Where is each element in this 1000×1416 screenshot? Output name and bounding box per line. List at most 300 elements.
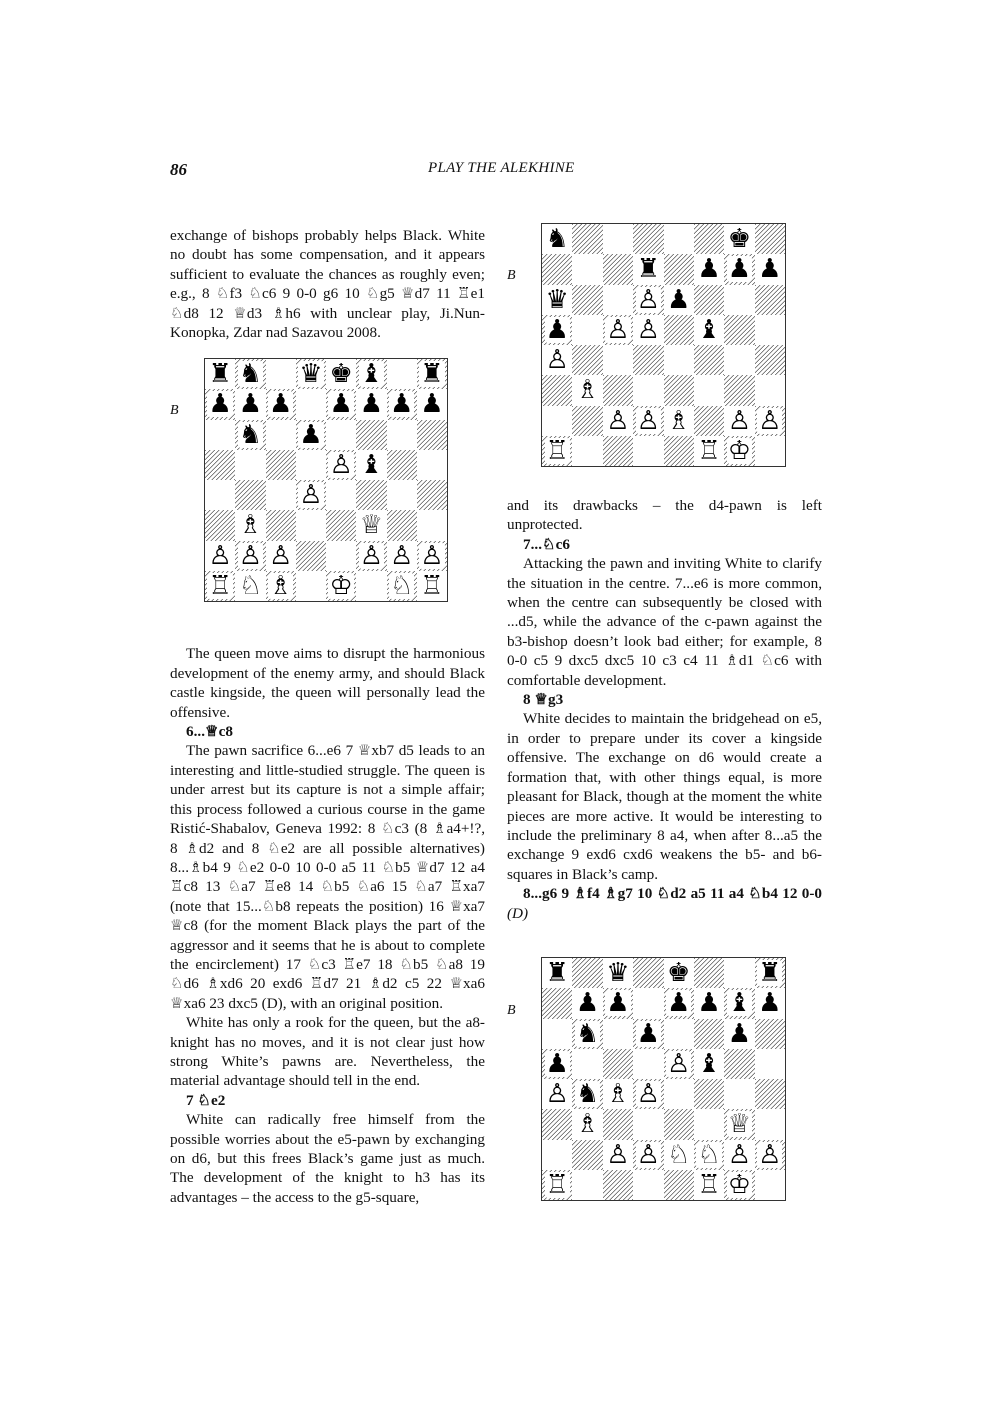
square-h7: [755, 988, 785, 1018]
square-e8: [664, 958, 694, 988]
square-b1: [572, 1170, 602, 1200]
square-d2: [633, 406, 663, 436]
square-h4: [755, 1079, 785, 1109]
square-g8: [387, 359, 417, 389]
square-a4: [542, 1079, 572, 1109]
white-pawn-icon: ♙: [299, 480, 323, 511]
black-bishop-icon: ♝: [359, 449, 384, 480]
square-f6: [694, 1019, 724, 1049]
square-g5: [724, 1049, 754, 1079]
square-a8: [205, 359, 235, 389]
square-a5: [542, 315, 572, 345]
square-b3: [572, 375, 602, 405]
paragraph: and its drawbacks – the d4-pawn is left unprotected.: [507, 497, 822, 534]
black-knight-icon: ♞: [238, 419, 263, 450]
square-c8: [603, 224, 633, 254]
square-g8: [724, 958, 754, 988]
square-c1: [603, 1170, 633, 1200]
square-f2: [356, 541, 386, 571]
chess-diagram: [204, 358, 448, 602]
paragraph: White decides to maintain the bridgehead on e5, in order to prepare under its cover a kingside offensive. The exchange on d6 would create a formation that, with other things equal, is more pleasant for Black, though at the moment the white pieces are more active. It would be interesting to include the preliminary 8 a4, when after 8...a5 the exchange 9 exd6 cxd6 weakens the b5- and b6-squares in Black’s camp.: [507, 710, 822, 883]
square-e6: [664, 1019, 694, 1049]
square-e2: [326, 541, 356, 571]
square-d4: [633, 345, 663, 375]
square-f1: [356, 571, 386, 601]
square-c1: [603, 436, 633, 466]
square-b5: [235, 450, 265, 480]
square-f4: [694, 345, 724, 375]
square-d7: [633, 988, 663, 1018]
white-pawn-icon: ♙: [268, 540, 293, 571]
white-bishop-icon: ♗: [268, 570, 293, 601]
black-pawn-icon: ♟: [545, 1048, 569, 1079]
square-g2: [724, 1140, 754, 1170]
square-f1: [694, 436, 724, 466]
square-g7: [387, 389, 417, 419]
square-c4: [603, 345, 633, 375]
square-c4: [603, 1079, 633, 1109]
square-e2: [664, 1140, 694, 1170]
move-heading: [507, 884, 822, 923]
white-pawn-icon: ♙: [758, 1139, 782, 1170]
square-e3: [664, 375, 694, 405]
square-c6: [603, 285, 633, 315]
black-pawn-icon: ♟: [545, 314, 569, 345]
move-heading: 8 ♕g3: [523, 691, 564, 709]
square-a1: [205, 571, 235, 601]
square-h7: [417, 389, 447, 419]
white-queen-icon: ♕: [359, 510, 384, 541]
square-c8: [603, 958, 633, 988]
square-a1: [542, 1170, 572, 1200]
square-h8: [417, 359, 447, 389]
square-h1: [755, 1170, 785, 1200]
square-f6: [694, 285, 724, 315]
paragraph: White has only a rook for the queen, but the a8-knight has no moves, and it is not clear just how strong White’s pawns are. Nevertheless, the material advantage should tell in the end.: [170, 1014, 485, 1090]
black-pawn-icon: ♟: [636, 1018, 660, 1049]
square-e4: [664, 1079, 694, 1109]
square-a7: [542, 254, 572, 284]
square-a3: [542, 375, 572, 405]
square-f4: [694, 1079, 724, 1109]
square-b5: [572, 315, 602, 345]
square-f5: [356, 450, 386, 480]
black-pawn-icon: ♟: [727, 1018, 752, 1049]
square-h1: [755, 436, 785, 466]
square-d6: [633, 285, 663, 315]
white-pawn-icon: ♙: [420, 540, 444, 571]
square-e5: [664, 315, 694, 345]
square-b4: [572, 345, 602, 375]
black-queen-icon: ♛: [606, 958, 630, 989]
white-rook-icon: ♖: [545, 1169, 569, 1200]
white-rook-icon: ♖: [697, 435, 721, 466]
running-title: PLAY THE ALEKHINE: [428, 160, 575, 176]
square-h2: [417, 541, 447, 571]
black-king-icon: ♚: [667, 958, 691, 989]
black-pawn-icon: ♟: [606, 988, 630, 1019]
white-knight-icon: ♘: [238, 570, 263, 601]
square-h1: [417, 571, 447, 601]
square-e1: [326, 571, 356, 601]
square-b8: [572, 958, 602, 988]
square-a3: [205, 510, 235, 540]
black-pawn-icon: ♟: [727, 254, 752, 285]
white-rook-icon: ♖: [420, 570, 444, 601]
square-h8: [755, 224, 785, 254]
square-e4: [326, 480, 356, 510]
white-bishop-icon: ♗: [575, 375, 600, 406]
black-rook-icon: ♜: [420, 359, 444, 390]
square-a8: [542, 224, 572, 254]
square-g7: [724, 988, 754, 1018]
square-h4: [417, 480, 447, 510]
square-e5: [664, 1049, 694, 1079]
square-d7: [633, 254, 663, 284]
square-f3: [694, 375, 724, 405]
square-g6: [387, 420, 417, 450]
square-c3: [266, 510, 296, 540]
square-d4: [633, 1079, 663, 1109]
square-h3: [417, 510, 447, 540]
black-pawn-icon: ♟: [758, 254, 782, 285]
square-a3: [542, 1109, 572, 1139]
paragraph: The queen move aims to disrupt the harmonious development of the enemy army, and should Black castle kingside, the queen will personally lead the offensive.: [170, 645, 485, 721]
square-c8: [266, 359, 296, 389]
white-king-icon: ♔: [329, 570, 353, 601]
white-pawn-icon: ♙: [636, 1139, 660, 1170]
square-c5: [266, 450, 296, 480]
page-number: 86: [170, 160, 187, 179]
white-knight-icon: ♘: [667, 1139, 691, 1170]
square-b2: [572, 1140, 602, 1170]
square-h2: [755, 1140, 785, 1170]
white-pawn-icon: ♙: [667, 1048, 691, 1079]
square-a6: [542, 285, 572, 315]
white-pawn-icon: ♙: [359, 540, 384, 571]
black-pawn-icon: ♟: [697, 988, 721, 1019]
square-g6: [724, 1019, 754, 1049]
square-e7: [326, 389, 356, 419]
white-pawn-icon: ♙: [636, 314, 660, 345]
black-king-icon: ♚: [727, 224, 752, 255]
square-h5: [417, 450, 447, 480]
black-pawn-icon: ♟: [420, 389, 444, 420]
black-pawn-icon: ♟: [697, 254, 721, 285]
square-c2: [603, 1140, 633, 1170]
square-b7: [235, 389, 265, 419]
square-d5: [633, 1049, 663, 1079]
square-d5: [633, 315, 663, 345]
square-e4: [664, 345, 694, 375]
square-c2: [603, 406, 633, 436]
square-d2: [633, 1140, 663, 1170]
square-g5: [387, 450, 417, 480]
white-king-icon: ♔: [727, 1169, 752, 1200]
square-h5: [755, 315, 785, 345]
black-pawn-icon: ♟: [299, 419, 323, 450]
black-rook-icon: ♜: [758, 958, 782, 989]
square-c7: [603, 988, 633, 1018]
black-bishop-icon: ♝: [727, 988, 752, 1019]
white-rook-icon: ♖: [545, 435, 569, 466]
square-c7: [603, 254, 633, 284]
square-c3: [603, 375, 633, 405]
black-king-icon: ♚: [329, 359, 353, 390]
square-c2: [266, 541, 296, 571]
square-g8: [724, 224, 754, 254]
square-g6: [724, 285, 754, 315]
square-b2: [572, 406, 602, 436]
square-f7: [356, 389, 386, 419]
square-a4: [205, 480, 235, 510]
square-g3: [724, 375, 754, 405]
white-pawn-icon: ♙: [606, 1139, 630, 1170]
chess-diagram: [541, 223, 786, 467]
square-d8: [296, 359, 326, 389]
square-b7: [572, 254, 602, 284]
move-heading: 7 ♘e2: [186, 1091, 226, 1109]
square-f8: [694, 224, 724, 254]
white-pawn-icon: ♙: [727, 1139, 752, 1170]
paragraph: exchange of bishops probably helps Black. White no doubt has some compensation, and it appears sufficient to evaluate the chances as roughly even; e.g., 8 ♘f3 ♘c6 9 0-0 g6 10 ♘g5 ♕d7 11 ♖e1 ♘d8 12 ♕d3 ♗h6 with unclear play, Ji.Nun-Konopka, Zdar nad Sazavou 2008.: [170, 227, 485, 342]
white-bishop-icon: ♗: [667, 405, 691, 436]
square-h2: [755, 406, 785, 436]
white-knight-icon: ♘: [697, 1139, 721, 1170]
black-pawn-icon: ♟: [667, 988, 691, 1019]
square-c6: [266, 420, 296, 450]
black-pawn-icon: ♟: [667, 284, 691, 315]
square-e6: [326, 420, 356, 450]
square-f7: [694, 254, 724, 284]
square-g4: [724, 345, 754, 375]
square-e1: [664, 436, 694, 466]
square-b6: [572, 285, 602, 315]
square-d8: [633, 958, 663, 988]
square-d5: [296, 450, 326, 480]
square-b5: [572, 1049, 602, 1079]
black-bishop-icon: ♝: [697, 1048, 721, 1079]
black-pawn-icon: ♟: [268, 389, 293, 420]
square-b6: [572, 1019, 602, 1049]
square-f4: [356, 480, 386, 510]
square-e8: [664, 224, 694, 254]
white-pawn-icon: ♙: [329, 449, 353, 480]
square-f2: [694, 406, 724, 436]
square-a6: [205, 420, 235, 450]
square-e7: [664, 254, 694, 284]
square-f1: [694, 1170, 724, 1200]
square-a7: [542, 988, 572, 1018]
square-a1: [542, 436, 572, 466]
white-knight-icon: ♘: [389, 570, 414, 601]
black-rook-icon: ♜: [636, 254, 660, 285]
square-a8: [542, 958, 572, 988]
white-queen-icon: ♕: [727, 1109, 752, 1140]
paragraph: Attacking the pawn and inviting White to clarify the situation in the centre. 7...e6 is more common, when the centre can subsequently be closed with ...d5, while the advance of the c-pawn against the b3-bishop doesn’t look bad either; for example, 8 0-0 c5 9 dxc5 dxc5 10 c3 c4 11 ♗d1 ♘c6 with comfortable development.: [507, 555, 822, 689]
square-f5: [694, 1049, 724, 1079]
square-g2: [387, 541, 417, 571]
square-b1: [235, 571, 265, 601]
white-pawn-icon: ♙: [758, 405, 782, 436]
white-pawn-icon: ♙: [208, 540, 232, 571]
white-bishop-icon: ♗: [575, 1109, 600, 1140]
square-g4: [724, 1079, 754, 1109]
white-pawn-icon: ♙: [606, 405, 630, 436]
white-pawn-icon: ♙: [606, 314, 630, 345]
square-h8: [755, 958, 785, 988]
square-g2: [724, 406, 754, 436]
square-a6: [542, 1019, 572, 1049]
square-c7: [266, 389, 296, 419]
square-a2: [542, 406, 572, 436]
square-e8: [326, 359, 356, 389]
square-f6: [356, 420, 386, 450]
white-pawn-icon: ♙: [545, 1079, 569, 1110]
square-b3: [235, 510, 265, 540]
black-queen-icon: ♛: [545, 284, 569, 315]
move-heading: 7...♘c6: [523, 535, 570, 553]
square-g1: [724, 1170, 754, 1200]
square-a2: [542, 1140, 572, 1170]
move-text: 8...g6 9 ♗f4 ♗g7 10 ♘d2 a5 11 a4 ♘b4 12 0-0: [523, 885, 822, 903]
square-a2: [205, 541, 235, 571]
square-c1: [266, 571, 296, 601]
black-pawn-icon: ♟: [329, 389, 353, 420]
white-pawn-icon: ♙: [636, 284, 660, 315]
move-heading: 6...♕c8: [186, 723, 233, 741]
paragraph: White can radically free himself from the possible worries about the e5-pawn by exchanging on d6, but this frees Black’s game just as much. The development of the knight to h3 has its advantages – the access to the g5-square,: [170, 1111, 485, 1206]
square-h3: [755, 1109, 785, 1139]
square-d4: [296, 480, 326, 510]
black-pawn-icon: ♟: [238, 389, 263, 420]
square-f7: [694, 988, 724, 1018]
square-f8: [694, 958, 724, 988]
square-c5: [603, 1049, 633, 1079]
black-queen-icon: ♛: [299, 359, 323, 390]
square-g3: [724, 1109, 754, 1139]
white-bishop-icon: ♗: [606, 1079, 630, 1110]
diagram-marker: (D): [507, 904, 529, 922]
square-g7: [724, 254, 754, 284]
square-c5: [603, 315, 633, 345]
square-d7: [296, 389, 326, 419]
side-to-move-label: B: [170, 403, 179, 418]
square-a4: [542, 345, 572, 375]
black-knight-icon: ♞: [238, 359, 263, 390]
black-knight-icon: ♞: [545, 224, 569, 255]
paragraph: The pawn sacrifice 6...e6 7 ♕xb7 d5 leads to an interesting and little-studied struggle. The queen is under arrest but its capture is not a simple affair; this process followed a curious course in the game Ristić-Shabalov, Geneva 1992: 8 ♘c3 (8 ♗a4+!?, 8 ♗d2 and 8 ♘e2 are all possible alternatives) 8...♗b4 9 ♘e2 0-0 10 0-0 a5 11 ♘b5 ♕d7 12 a4 ♖c8 13 ♘a7 ♖e8 14 ♘b5 ♘a6 15 ♘a7 ♖xa7 (note that 15...♘b8 repeats the position) 16 ♕xa7 ♕c8 (for the moment Black plays the part of the aggressor and it seems that he is about to complete the encirclement) 17 ♘c3 ♖e7 18 ♘b5 ♘a8 19 ♘d6 ♗xd6 20 exd6 ♖d7 21 ♗d2 c5 22 ♕xa6 ♕xa6 23 dxc5 (D), with an original position.: [170, 742, 485, 1012]
square-g1: [724, 436, 754, 466]
square-f2: [694, 1140, 724, 1170]
square-e7: [664, 988, 694, 1018]
square-g3: [387, 510, 417, 540]
square-h6: [755, 1019, 785, 1049]
square-b4: [572, 1079, 602, 1109]
square-b7: [572, 988, 602, 1018]
white-pawn-icon: ♙: [727, 405, 752, 436]
square-d1: [633, 1170, 663, 1200]
square-h7: [755, 254, 785, 284]
square-b8: [235, 359, 265, 389]
square-e6: [664, 285, 694, 315]
square-c3: [603, 1109, 633, 1139]
square-b8: [572, 224, 602, 254]
square-h6: [755, 285, 785, 315]
square-d1: [296, 571, 326, 601]
square-d6: [296, 420, 326, 450]
black-knight-icon: ♞: [575, 1018, 600, 1049]
square-d3: [633, 375, 663, 405]
square-g1: [387, 571, 417, 601]
black-pawn-icon: ♟: [389, 389, 414, 420]
right-column: [507, 496, 822, 923]
square-d6: [633, 1019, 663, 1049]
black-pawn-icon: ♟: [359, 389, 384, 420]
square-e3: [326, 510, 356, 540]
square-g4: [387, 480, 417, 510]
white-king-icon: ♔: [727, 435, 752, 466]
black-rook-icon: ♜: [208, 359, 232, 390]
square-b1: [572, 436, 602, 466]
white-rook-icon: ♖: [697, 1169, 721, 1200]
square-c4: [266, 480, 296, 510]
white-bishop-icon: ♗: [238, 510, 263, 541]
white-pawn-icon: ♙: [238, 540, 263, 571]
square-a5: [542, 1049, 572, 1079]
square-a5: [205, 450, 235, 480]
square-g5: [724, 315, 754, 345]
square-f3: [694, 1109, 724, 1139]
black-rook-icon: ♜: [545, 958, 569, 989]
square-f5: [694, 315, 724, 345]
square-f8: [356, 359, 386, 389]
square-h5: [755, 1049, 785, 1079]
square-c6: [603, 1019, 633, 1049]
square-f3: [356, 510, 386, 540]
square-h6: [417, 420, 447, 450]
black-pawn-icon: ♟: [758, 988, 782, 1019]
white-pawn-icon: ♙: [636, 405, 660, 436]
square-b6: [235, 420, 265, 450]
black-pawn-icon: ♟: [208, 389, 232, 420]
white-pawn-icon: ♙: [636, 1079, 660, 1110]
square-d3: [633, 1109, 663, 1139]
square-b2: [235, 541, 265, 571]
white-pawn-icon: ♙: [545, 345, 569, 376]
white-pawn-icon: ♙: [389, 540, 414, 571]
square-d8: [633, 224, 663, 254]
square-e5: [326, 450, 356, 480]
square-b3: [572, 1109, 602, 1139]
black-knight-icon: ♞: [575, 1079, 600, 1110]
side-to-move-label: B: [507, 1003, 516, 1018]
chess-diagram: [541, 957, 786, 1201]
square-h4: [755, 345, 785, 375]
white-rook-icon: ♖: [208, 570, 232, 601]
black-pawn-icon: ♟: [575, 988, 600, 1019]
square-e2: [664, 406, 694, 436]
black-bishop-icon: ♝: [359, 359, 384, 390]
side-to-move-label: B: [507, 268, 516, 283]
square-e3: [664, 1109, 694, 1139]
square-d3: [296, 510, 326, 540]
square-a7: [205, 389, 235, 419]
square-e1: [664, 1170, 694, 1200]
black-bishop-icon: ♝: [697, 314, 721, 345]
square-d2: [296, 541, 326, 571]
square-h3: [755, 375, 785, 405]
